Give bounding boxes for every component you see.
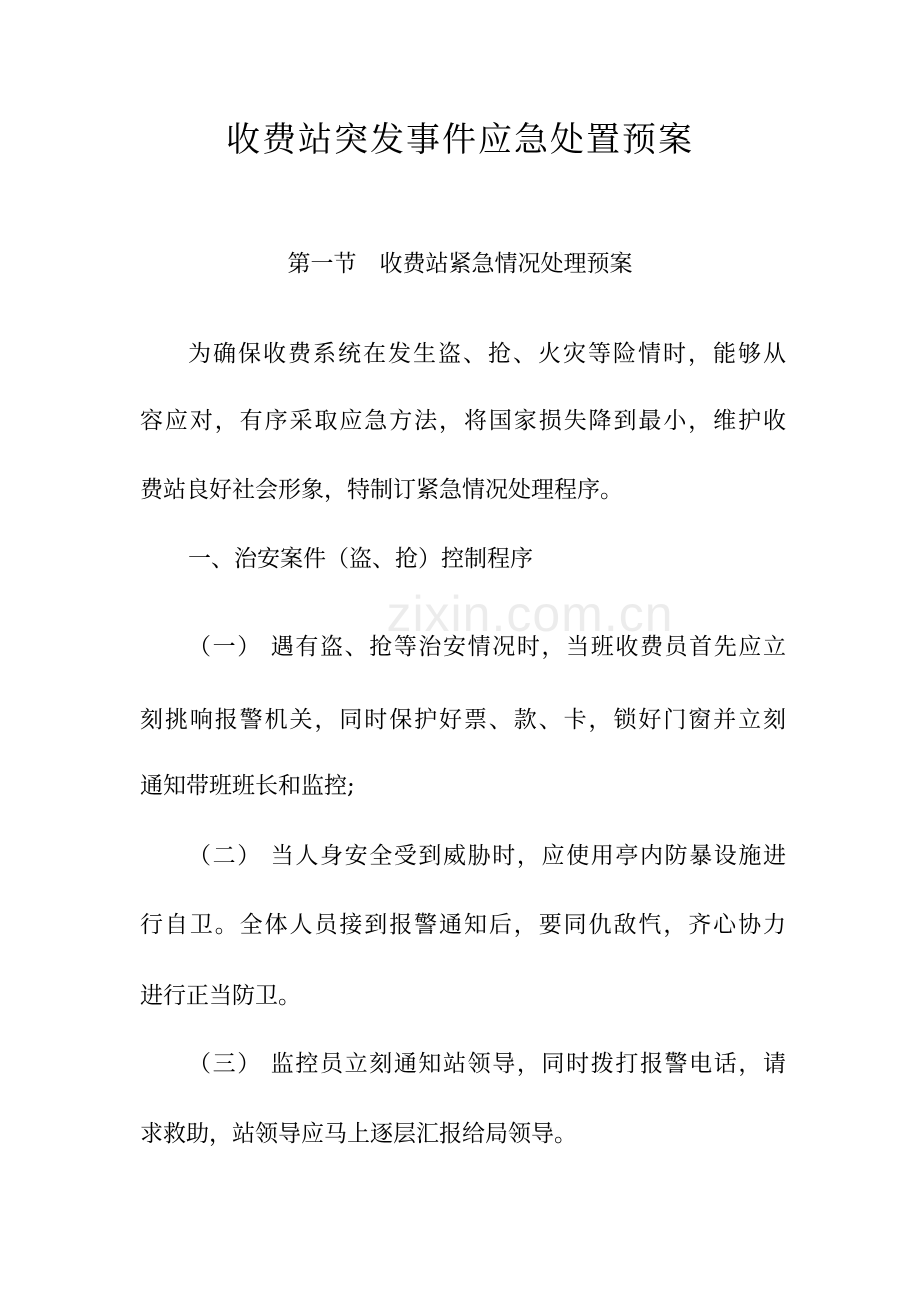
section-title: 第一节 收费站紧急情况处理预案: [287, 251, 633, 277]
paragraph-line: 费站良好社会形象，特制订紧急情况处理程序。: [140, 477, 623, 503]
item-2-line-3: [140, 978, 786, 1014]
document-title: 收费站突发事件应急处置预案: [226, 120, 694, 160]
paragraph-line: 进行正当防卫。: [140, 983, 301, 1009]
intro-paragraph-line-3: [140, 472, 786, 508]
item-1-line-2: [140, 702, 786, 738]
item-2-line-2: [140, 907, 786, 943]
paragraph-line: 为确保收费系统在发生盗、抢、火灾等险情时，能够从: [188, 341, 786, 367]
heading-security-cases: 一、治安案件（盗、抢）控制程序: [188, 546, 533, 572]
intro-paragraph-line-2: [140, 403, 786, 439]
item-1-line-3: [140, 768, 786, 804]
intro-paragraph: [140, 336, 786, 372]
paragraph-line: 求救助，站领导应马上逐层汇报给局领导。: [140, 1121, 577, 1147]
watermark: zixin.com.cn: [386, 586, 674, 642]
paragraph-line: （三） 监控员立刻通知站领导，同时拨打报警电话，请: [188, 1051, 786, 1077]
paragraph-line: 刻挑响报警机关，同时保护好票、款、卡，锁好门窗并立刻: [140, 707, 786, 733]
item-2-line-1: [140, 838, 786, 874]
item-3-line-2: [140, 1116, 786, 1152]
paragraph-line: （一） 遇有盗、抢等治安情况时，当班收费员首先应立: [188, 634, 786, 660]
paragraph-line: （二） 当人身安全受到威胁时，应使用亭内防暴设施进: [188, 843, 786, 869]
item-1-line-1: [140, 629, 786, 665]
item-3-line-1: [140, 1046, 786, 1082]
paragraph-line: 通知带班班长和监控;: [140, 773, 355, 799]
paragraph-line: 容应对，有序采取应急方法，将国家损失降到最小，维护收: [140, 408, 786, 434]
paragraph-line: 行自卫。全体人员接到报警通知后，要同仇敌忾，齐心协力: [140, 912, 786, 938]
